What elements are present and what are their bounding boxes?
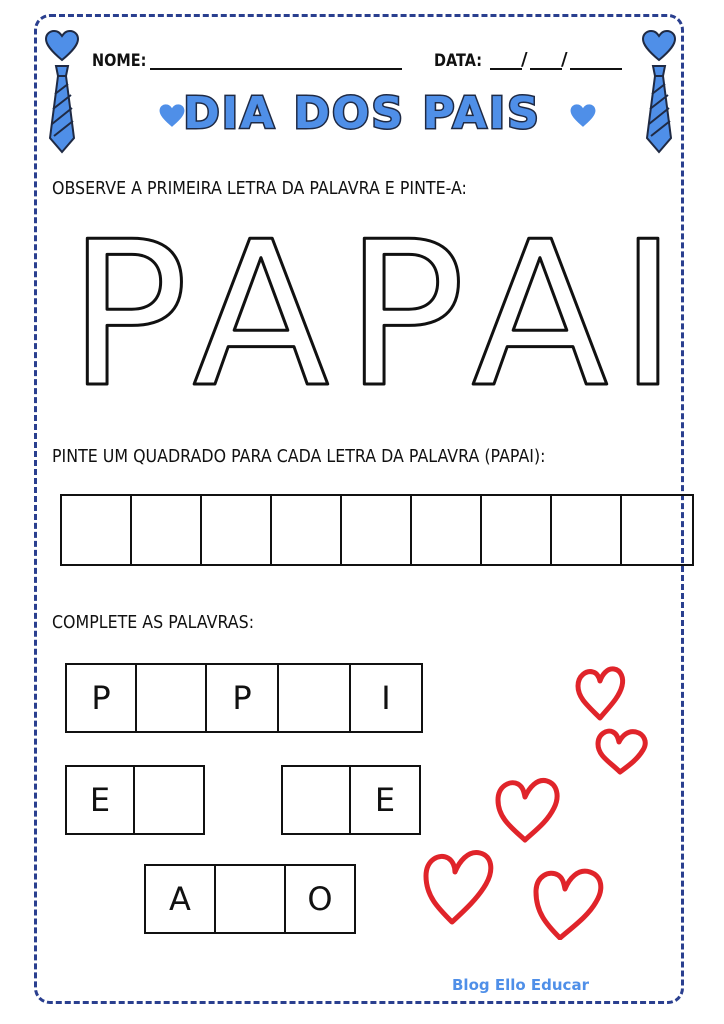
letter-cell: A [146,866,216,932]
outlined-letter[interactable]: P [67,222,189,392]
heart-icon [569,103,597,129]
word-row-4 [144,864,356,934]
letter-cell-blank[interactable] [279,665,351,731]
outlined-word-papai [50,222,680,392]
name-label: NOME: [92,51,147,71]
outlined-letter[interactable]: A [192,222,330,392]
paint-square[interactable] [552,496,622,564]
decorative-hearts [420,660,660,940]
heart-icon [598,731,645,772]
date-separator: / [561,49,568,70]
letter-cell: O [307,880,333,918]
heart-icon [426,853,491,922]
letter-cell-blank[interactable] [283,767,351,833]
letter-cell: I [381,679,391,717]
paint-square[interactable] [132,496,202,564]
footer-credit: Blog Ello Educar [452,976,589,994]
heart-icon [641,30,677,62]
date-year-field[interactable] [570,68,622,70]
date-separator: / [521,49,528,70]
letter-cell-blank[interactable] [137,665,207,731]
letter-cell: E [374,781,396,819]
paint-square[interactable] [342,496,412,564]
instruction-observe: OBSERVE A PRIMEIRA LETRA DA PALAVRA E PINTE-A: [52,178,467,199]
date-day-field[interactable] [490,68,522,70]
letter-cell: P [207,665,279,731]
paint-square[interactable] [202,496,272,564]
paint-squares-row [60,494,694,566]
word-row-3 [281,765,421,835]
letter-cell: P [67,665,137,731]
word-row-2 [65,765,205,835]
paint-square[interactable] [272,496,342,564]
letter-cell-blank[interactable] [216,866,286,932]
letter-cell: E [67,767,135,833]
paint-square[interactable] [412,496,482,564]
outlined-letter[interactable]: A [471,222,609,392]
paint-square[interactable] [62,496,132,564]
heart-icon [578,669,623,718]
heart-icon [44,30,80,62]
letter-cell-blank[interactable] [135,767,203,833]
paint-square[interactable] [622,496,692,564]
date-label: DATA: [434,51,483,71]
page-title: DIA DOS PAIS [183,88,541,139]
instruction-paint-squares: PINTE UM QUADRADO PARA CADA LETRA DA PALAVRA (PAPAI): [52,446,546,467]
name-field[interactable] [150,68,402,70]
outlined-letter[interactable]: P [344,222,466,392]
date-month-field[interactable] [530,68,562,70]
instruction-complete: COMPLETE AS PALAVRAS: [52,612,255,633]
word-row-1 [65,663,423,733]
heart-icon [498,780,557,840]
outlined-letter[interactable]: I [618,222,678,392]
paint-square[interactable] [482,496,552,564]
heart-icon [536,871,601,938]
